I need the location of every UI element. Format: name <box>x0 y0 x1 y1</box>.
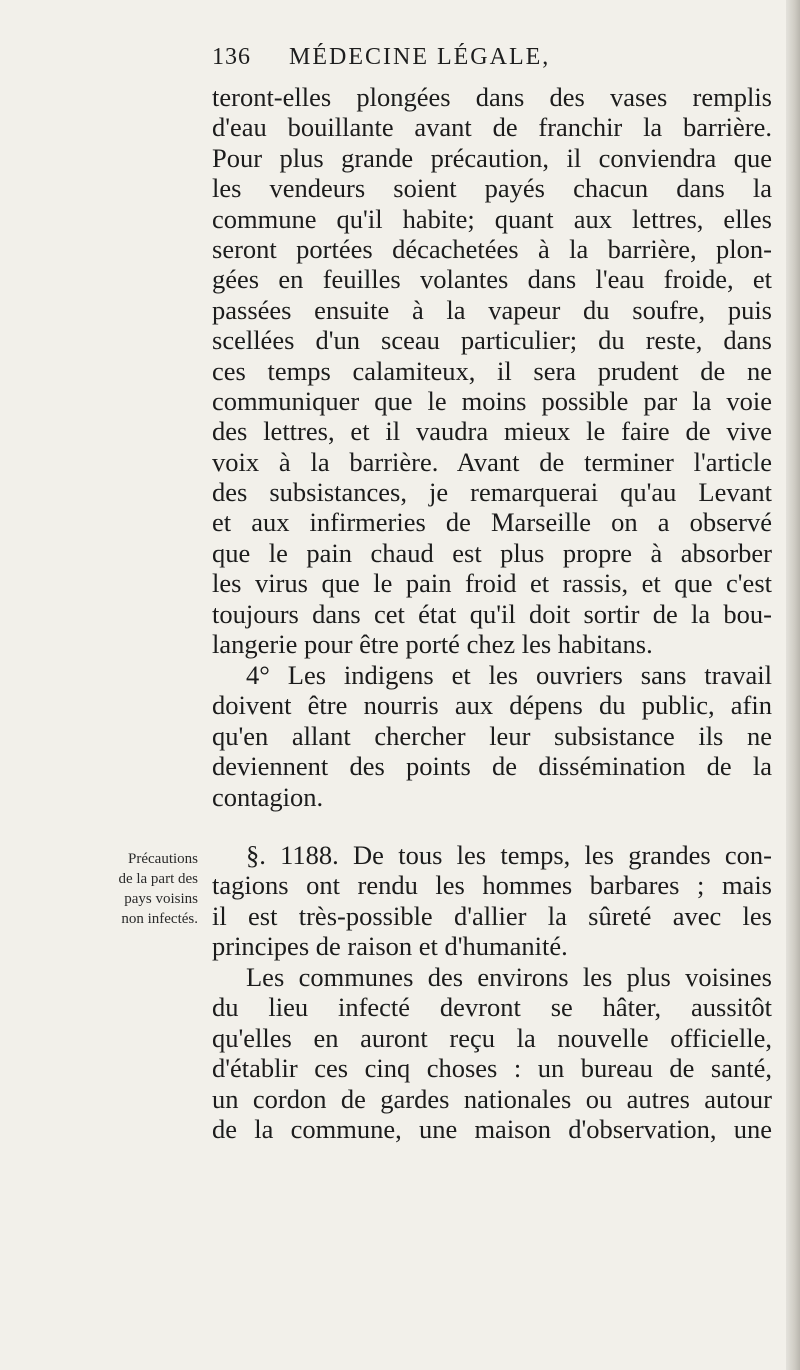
paragraph-item-4 <box>212 660 772 812</box>
text-line: seront portées décachetées à la barrière, plon- <box>212 233 772 264</box>
margin-note-line: pays voisins <box>124 891 198 907</box>
running-header <box>212 44 772 71</box>
margin-note-line: de la part des <box>118 871 198 887</box>
text-line: teront-elles plongées dans des vases remplis <box>212 82 772 112</box>
text-line: du lieu infecté devront se hâter, aussitôt <box>212 992 772 1023</box>
margin-note-line: Précautions <box>128 851 198 867</box>
text-line: commune qu'il habite; quant aux lettres, elles <box>212 203 772 234</box>
text-line: langerie pour être porté chez les habitans. <box>212 629 653 660</box>
margin-note-line: non infectés. <box>121 911 198 927</box>
text-line: toujours dans cet état qu'il doit sortir de la bou- <box>212 598 772 629</box>
text-line: les virus que le pain froid et rassis, et que c'est <box>212 568 772 599</box>
text-line: d'eau bouillante avant de franchir la barrière. <box>212 112 772 143</box>
text-line: un cordon de gardes nationales ou autres autour <box>212 1083 772 1114</box>
text-line: et aux infirmeries de Marseille on a observé <box>212 507 772 538</box>
text-line: d'établir ces cinq choses : un bureau de santé, <box>212 1053 772 1084</box>
text-line: principes de raison et d'humanité. <box>212 931 568 962</box>
running-title: MÉDECINE LÉGALE, <box>289 44 551 70</box>
text-line: 4° Les indigens et les ouvriers sans travail <box>246 660 772 690</box>
text-line: ces temps calamiteux, il sera prudent de ne <box>212 355 772 386</box>
text-line: scellées d'un sceau particulier; du reste, dans <box>212 325 772 356</box>
text-line: tagions ont rendu les hommes barbares ; mais <box>212 870 772 901</box>
text-line: voix à la barrière. Avant de terminer l'article <box>212 446 772 477</box>
text-line: les vendeurs soient payés chacun dans la <box>212 173 772 204</box>
margin-note <box>62 849 198 929</box>
page-edge <box>786 0 800 1370</box>
text-line: Pour plus grande précaution, il conviendra que <box>212 142 772 173</box>
text-line: qu'elles en auront reçu la nouvelle officielle, <box>212 1022 772 1053</box>
paragraph-continued <box>212 82 772 659</box>
text-line: des lettres, et il vaudra mieux le faire de vive <box>212 416 772 447</box>
text-line: passées ensuite à la vapeur du soufre, puis <box>212 294 772 325</box>
text-line: que le pain chaud est plus propre à absorber <box>212 537 772 568</box>
paragraph-section-1188 <box>212 840 772 962</box>
text-line: des subsistances, je remarquerai qu'au Levant <box>212 477 772 508</box>
paragraph-communes <box>212 962 772 1144</box>
text-line: deviennent des points de dissémination de la <box>212 751 772 782</box>
text-line: contagion. <box>212 781 324 812</box>
text-line: communiquer que le moins possible par la voie <box>212 385 772 416</box>
text-line: il est très-possible d'allier la sûreté avec les <box>212 900 772 931</box>
text-line: qu'en allant chercher leur subsistance ils ne <box>212 720 772 751</box>
text-line: de la commune, une maison d'observation, une <box>212 1113 772 1144</box>
page-number: 136 <box>212 44 251 70</box>
text-line: Les communes des environs les plus voisines <box>246 962 772 992</box>
text-line: gées en feuilles volantes dans l'eau froide, et <box>212 264 772 295</box>
text-line: doivent être nourris aux dépens du public, afin <box>212 690 772 721</box>
text-line: §. 1188. De tous les temps, les grandes con- <box>246 840 772 870</box>
